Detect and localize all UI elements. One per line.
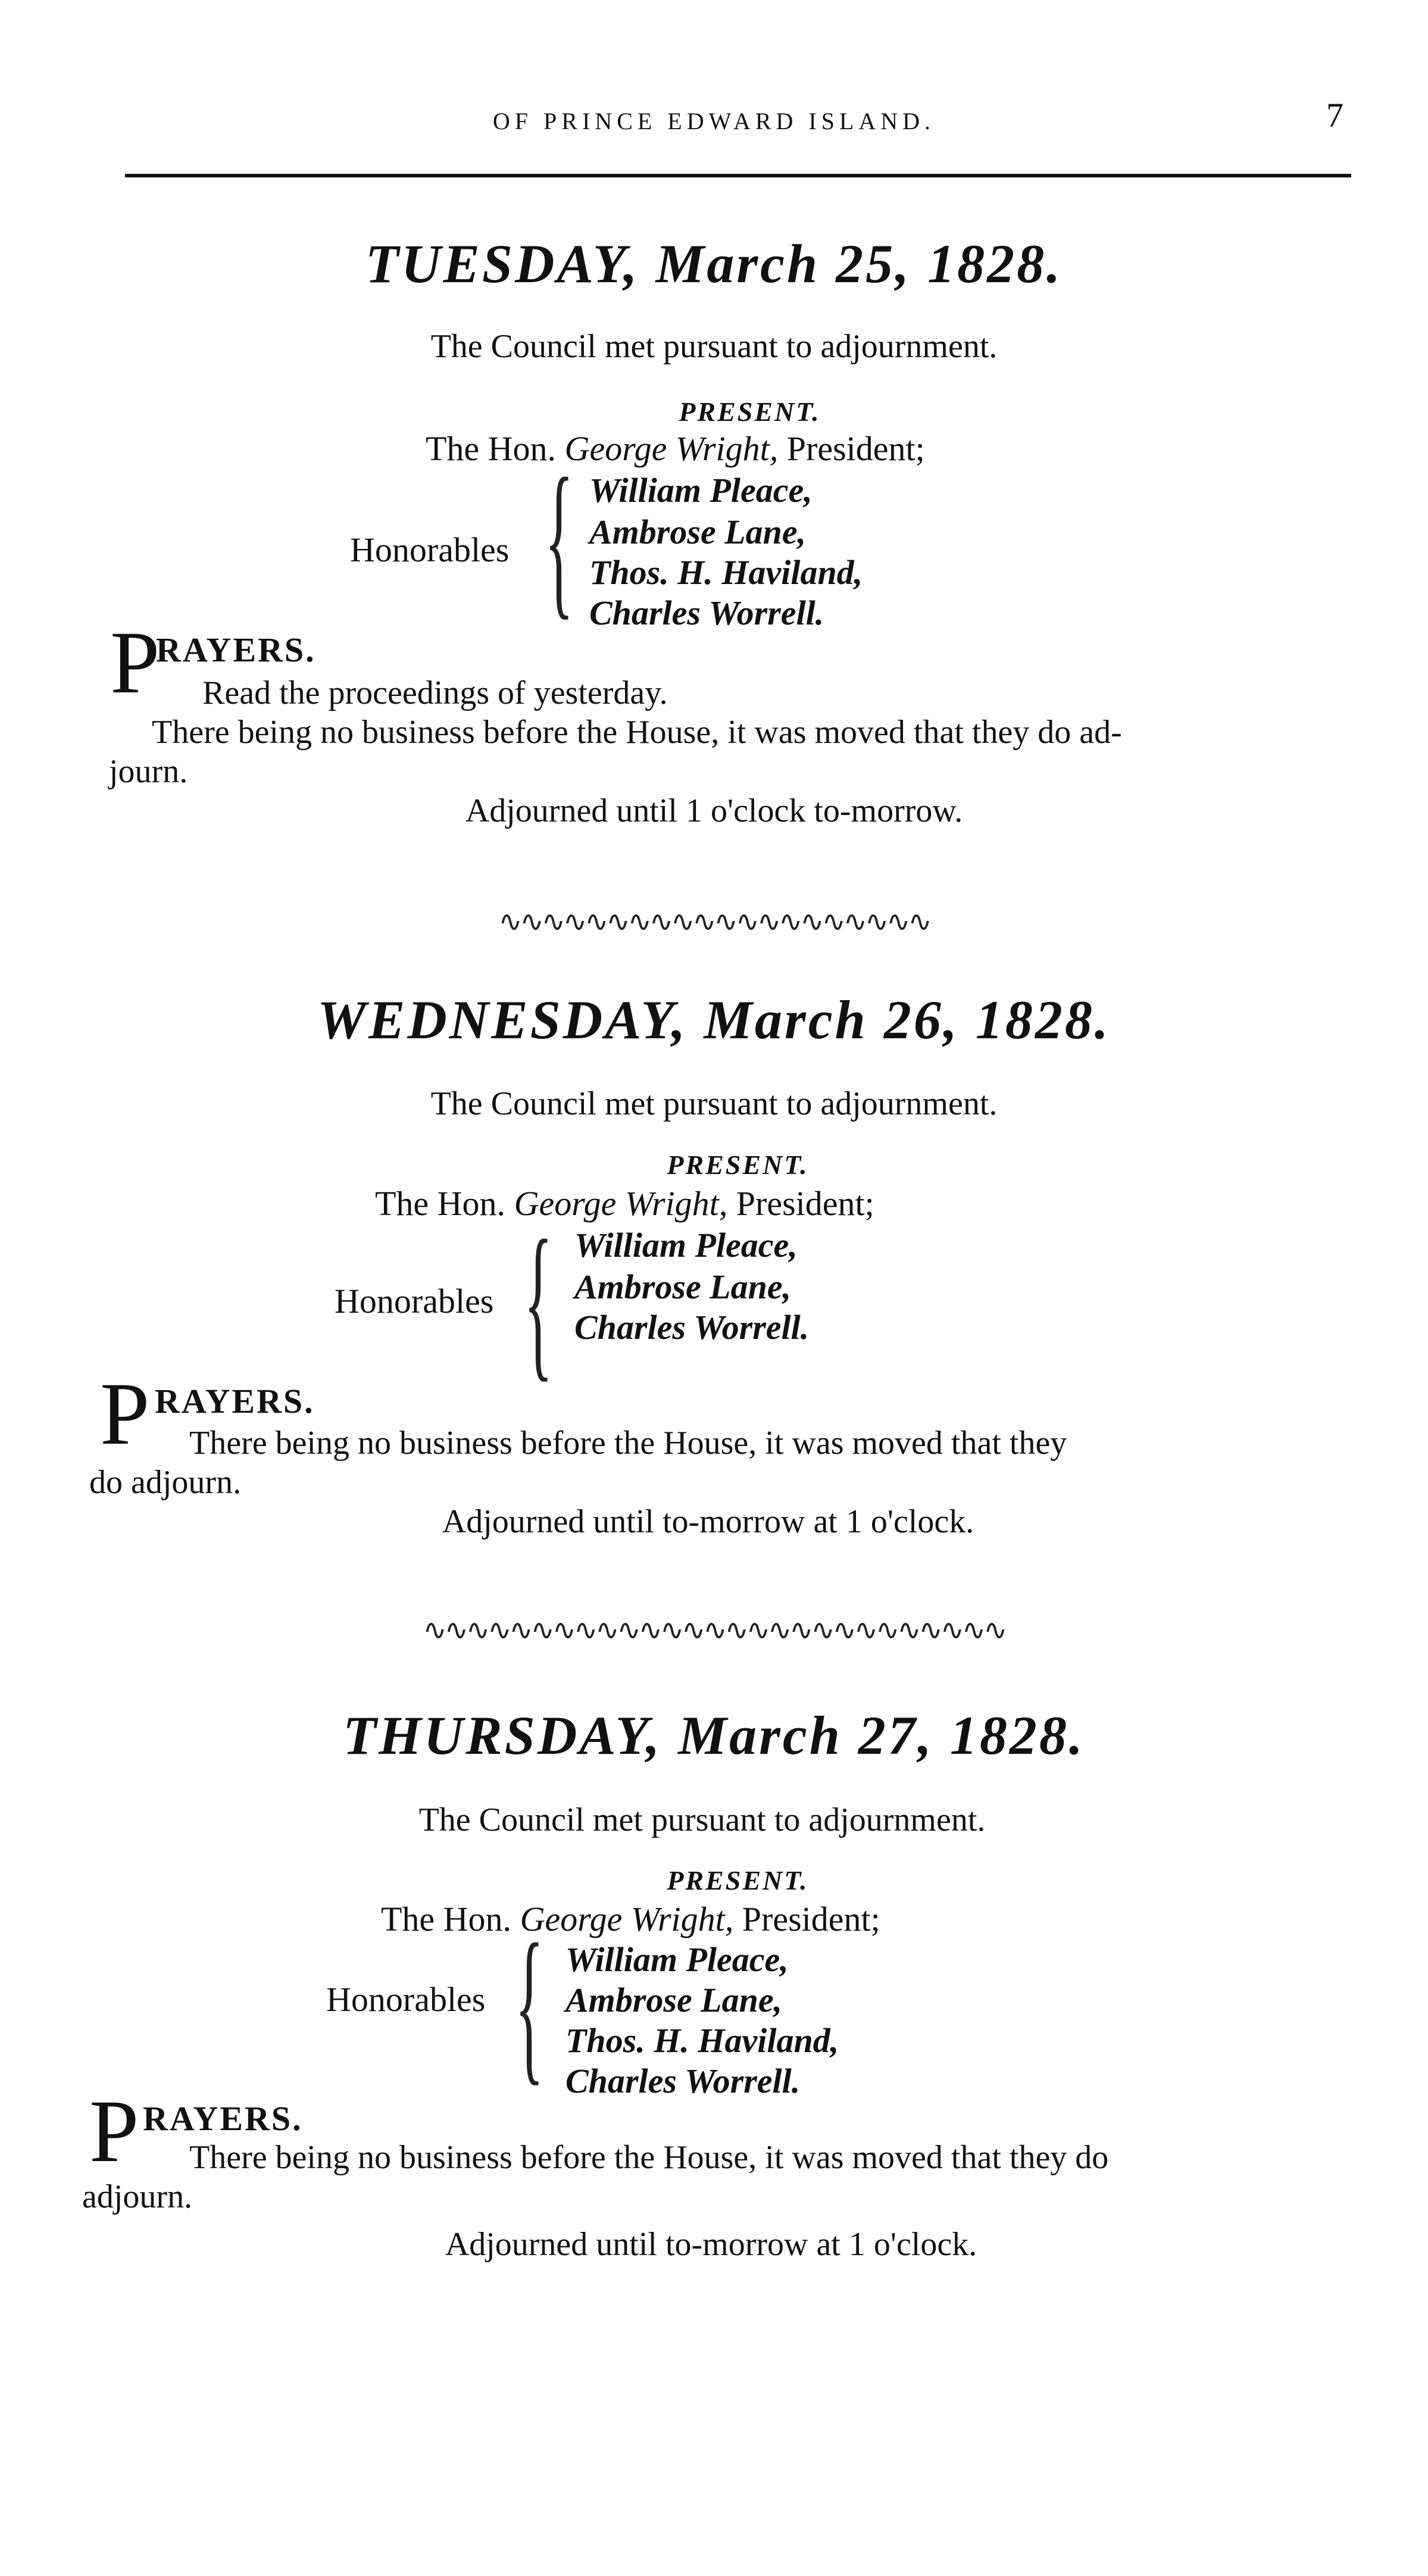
council-met-line: The Council met pursuant to adjournment. (430, 1085, 998, 1122)
member-name: Thos. H. Haviland, (589, 553, 863, 592)
president-name: George Wright, (514, 1184, 728, 1223)
adjourned-line: Adjourned until to-morrow at 1 o'clock. (442, 1503, 974, 1540)
member-name: Charles Worrell. (574, 1308, 810, 1347)
member-name: Charles Worrell. (565, 2062, 801, 2100)
prayers-heading: RAYERS. (143, 2099, 303, 2138)
header-rule (125, 174, 1351, 177)
member-name: Ambrose Lane, (574, 1267, 792, 1306)
member-name: Charles Worrell. (589, 594, 824, 632)
brace: { (524, 1205, 553, 1396)
proceedings-line: Read the proceedings of yesterday. (202, 675, 668, 711)
business-line: There being no business before the House, it was moved that they do (189, 2139, 1109, 2176)
council-met-line: The Council met pursuant to adjournment. (418, 1801, 986, 1838)
council-met-line: The Council met pursuant to adjournment. (430, 328, 998, 365)
day-title-tuesday: TUESDAY, March 25, 1828. (365, 233, 1063, 294)
section-divider: ∿∿∿∿∿∿∿∿∿∿∿∿∿∿∿∿∿∿∿∿ (498, 906, 930, 938)
adjourned-line: Adjourned until 1 o'clock to-morrow. (465, 792, 963, 829)
member-name: William Pleace, (574, 1226, 798, 1264)
president-line (381, 1899, 880, 1939)
prayers-drop-cap: P (89, 2082, 139, 2181)
brace: { (545, 443, 574, 634)
adjourned-line: Adjourned until to-morrow at 1 o'clock. (445, 2226, 977, 2263)
prayers-drop-cap: P (110, 613, 160, 712)
member-name: Thos. H. Haviland, (565, 2021, 839, 2060)
member-name: William Pleace, (565, 1940, 789, 1979)
present-label: PRESENT. (679, 396, 821, 427)
business-line-continued: do adjourn. (89, 1464, 242, 1501)
president-line (426, 429, 925, 469)
prayers-drop-cap: P (100, 1365, 150, 1463)
president-name: George Wright, (520, 1900, 734, 1938)
business-line-continued: journ. (109, 753, 188, 790)
brace: { (515, 1909, 544, 2100)
present-label: PRESENT. (667, 1865, 809, 1896)
honorables-label: Honorables (335, 1282, 494, 1320)
honorables-label: Honorables (350, 530, 510, 569)
member-name: William Pleace, (589, 471, 813, 510)
honorables-label: Honorables (326, 1980, 486, 2019)
president-suffix: President; (736, 1184, 874, 1223)
president-name: George Wright, (564, 429, 779, 468)
section-divider: ∿∿∿∿∿∿∿∿∿∿∿∿∿∿∿∿∿∿∿∿∿∿∿∿∿∿∿ (423, 1615, 1005, 1646)
member-name: Ambrose Lane, (565, 1981, 783, 2019)
hon-prefix: The Hon. (426, 429, 557, 468)
page-number: 7 (1326, 96, 1343, 135)
member-name: Ambrose Lane, (589, 513, 807, 551)
president-line (375, 1184, 874, 1223)
prayers-heading: RAYERS. (155, 1382, 315, 1420)
president-suffix: President; (786, 429, 925, 468)
business-line: There being no business before the House, it was moved that they do ad- (152, 714, 1122, 751)
business-line: There being no business before the House, it was moved that they (189, 1425, 1067, 1462)
day-title-thursday: THURSDAY, March 27, 1828. (343, 1705, 1085, 1766)
present-label: PRESENT. (667, 1150, 809, 1180)
business-line-continued: adjourn. (82, 2178, 193, 2215)
day-title-wednesday: WEDNESDAY, March 26, 1828. (317, 989, 1111, 1050)
president-suffix: President; (742, 1900, 880, 1938)
prayers-heading: RAYERS. (156, 630, 316, 669)
running-head: OF PRINCE EDWARD ISLAND. (492, 108, 936, 135)
hon-prefix: The Hon. (375, 1184, 506, 1223)
hon-prefix: The Hon. (381, 1900, 512, 1938)
